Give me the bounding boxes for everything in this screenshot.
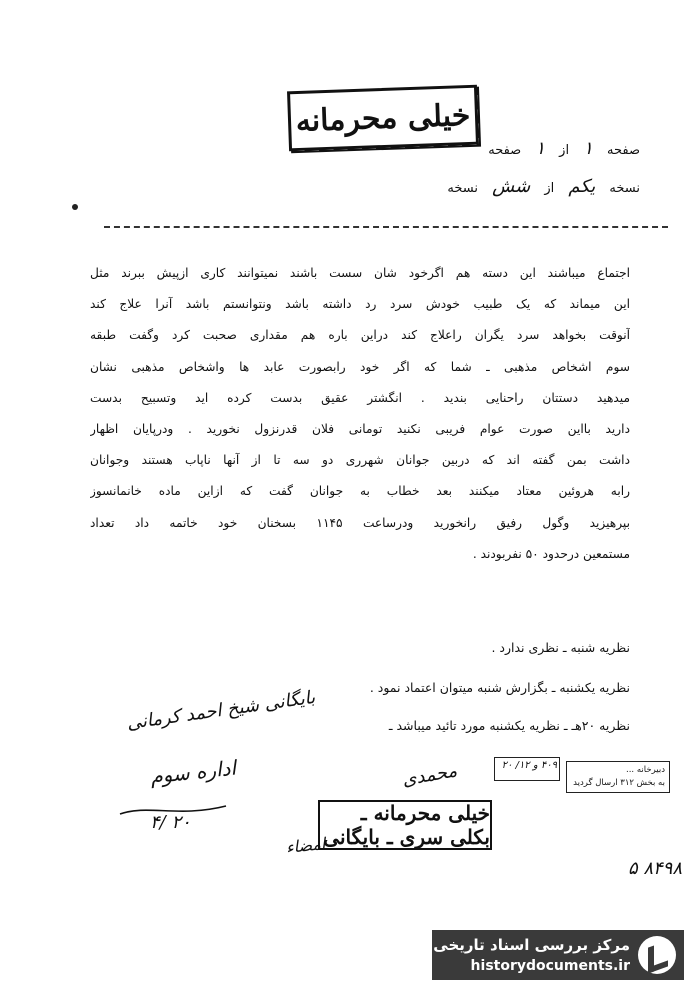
archive-name: مرکز بررسی اسناد تاریخی (433, 936, 630, 954)
margin-underline (118, 800, 228, 820)
body-line: اجتماع میباشند این دسته هم اگرخود شان سست باشند نمیتوانند کاری ازپیش ببرند مثل (90, 266, 630, 280)
body-line: میدهید دستتان راحنایی بندید . انگشتر عقیق بدست کرده اید وتسبیح بدست (90, 390, 630, 405)
archive-website: historydocuments.ir (470, 958, 630, 974)
margin-note-date: ۴/ ۲۰ (150, 812, 191, 833)
punch-mark (72, 204, 78, 210)
opinion-final: نظریه ۲۰هـ ـ نظریه یکشنبه مورد تائید میباشد ـ (388, 718, 630, 733)
body-line: دارید بااین صورت عوام فریبی نکنید تومانی فلان قدرنزول نخورید . ودرپایان اظهار (90, 421, 630, 436)
margin-note-department: اداره سوم (148, 755, 238, 789)
signature-mark: امضاء (285, 833, 327, 858)
registration-stamp-handwritten: ۴۰۹ و ۱۲/ ۲۰ (494, 757, 560, 781)
archive-logo-icon (638, 936, 676, 974)
body-line: مستمعین درحدود ۵۰ نفربودند . (472, 546, 630, 561)
page-of: از (559, 143, 570, 158)
body-line: بپرهیزید وگول رفیق رانخورید ودرساعت ۱۱۴۵ بسخنان خود خاتمه داد تعداد (90, 515, 630, 530)
archive-watermark (432, 930, 684, 980)
page-label-2: صفحه (488, 143, 522, 158)
document-number: ۵ ۸۴۹۸ (627, 858, 682, 879)
page-number-line (488, 138, 640, 159)
copy-total: شش (492, 176, 531, 197)
body-line: رابه هروئین معتاد میکنند بعد خطاب به جوانان گفت که ازاین ماده خانمانسوز (90, 484, 630, 499)
classification-stamp-top: خیلی محرمانه (287, 85, 479, 152)
registration-box (566, 761, 670, 793)
copy-label: نسخه (609, 181, 640, 196)
signature-handwritten: محمدی (400, 760, 459, 791)
copy-number: یکم (568, 176, 596, 197)
registration-line-1: دبیرخانه ... (626, 765, 665, 775)
page-current: ۱ (583, 138, 593, 159)
copy-of: از (544, 181, 555, 196)
body-line: این میماند که یک طبیب خودش سرد رد داشته باشد ونتوانستم باشد آنرا علاج کند (90, 297, 630, 312)
registration-line-2: به بخش ۳۱۲ ارسال گردید (573, 778, 665, 788)
copy-label-2: نسخه (447, 181, 478, 196)
header-divider (104, 226, 668, 228)
page-label: صفحه (607, 143, 640, 158)
classification-stamp-bottom: خیلی محرمانه ـ بکلی سری ـ بایگانی (318, 800, 492, 850)
opinion-sunday: نظریه یکشنبه ـ بگزارش شنبه میتوان اعتماد نمود . (369, 680, 630, 695)
copy-number-line (447, 176, 640, 197)
body-line: آنوقت بخواهد سرد یگران راعلاج کند دراین باره هم مقداری صحبت کرد وگفت طبقه (90, 328, 630, 343)
body-line: داشت بمن گفته اند که دربین جوانان شهرری دو سه تا از آنها ناپاب هستند وجوانان (90, 453, 630, 468)
margin-note-archive: بایگانی شیخ احمد کرمانی (125, 686, 317, 735)
page-total: ۱ (535, 138, 546, 159)
body-line: سوم اشخاص مذهبی ـ شما که اگر خود رابصورت عابد ها واشخاص مذهبی نشان (90, 359, 630, 374)
opinion-saturday: نظریه شنبه ـ نظری ندارد . (491, 640, 630, 655)
report-body (90, 258, 630, 570)
